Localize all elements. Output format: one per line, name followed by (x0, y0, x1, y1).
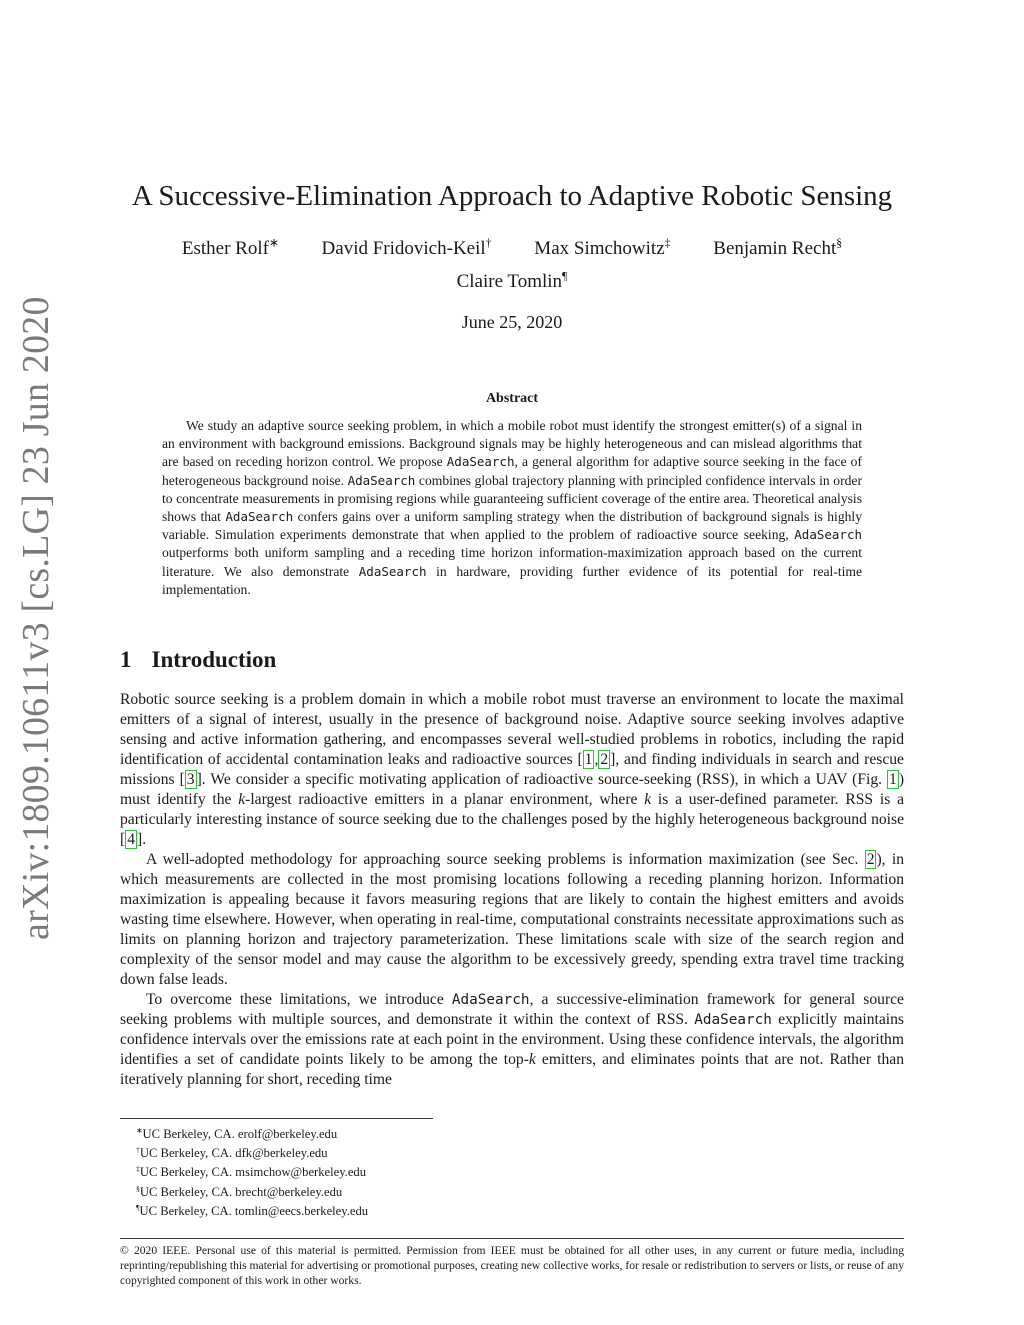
abstract-body: We study an adaptive source seeking problem, in which a mobile robot must identify the strongest emitter(s) of a signal in an environment with background emissions. Background signals may be highly heterogeneous and can mislead algorithms that are based on receding horizon control. We propose AdaSearch, a general algorithm for adaptive source seeking in the face of heterogeneous background noise. AdaSearch combines global trajectory planning with principled confidence intervals in order to concentrate measurements in promising regions while guaranteeing sufficient coverage of the entire area. Theoretical analysis shows that AdaSearch confers gains over a uniform sampling strategy when the distribution of background signals is highly variable. Simulation experiments demonstrate that when applied to the problem of radioactive source seeking, AdaSearch outperforms both uniform sampling and a receding time horizon information-maximization approach based on the current literature. We also demonstrate AdaSearch in hardware, providing further evidence of its potential for real-time implementation. (162, 418, 863, 597)
footnote: §UC Berkeley, CA. brecht@berkeley.edu (136, 1183, 343, 1199)
footnote: ‡UC Berkeley, CA. msimchow@berkeley.edu (136, 1164, 367, 1180)
paragraph: A well-adopted methodology for approaching source seeking problems is information maximization (see Sec. 2 ), in which measurements are collected in the most promising locations following a receding planning horizon. Information maximization is appealing because it favors measuring regions that are likely to contain the highest emitters and avoids wasting time elsewhere. However, when operating in real-time, computational constraints necessitate approximations such as limits on planning horizon and trajectory parameterization. These limitations scale with size of the search region and complexity of the sensor model and may cause the algorithm to be excessively greedy, spending extra travel time tracking down false leads. (120, 851, 904, 988)
footnote-divider (120, 1118, 433, 1119)
author: Claire Tomlin¶ (456, 270, 568, 293)
introduction-body (120, 690, 904, 1090)
section-link[interactable]: 2 (866, 851, 875, 868)
author-list-row-2 (0, 270, 1024, 293)
paragraph: To overcome these limitations, we introduce AdaSearch, a successive-elimination framework for general source seeking problems with multiple sources, and demonstrate it within the context of RSS. AdaSearch explicitly maintains confidence intervals over the emissions rate at each point in the environment. Using these confidence intervals, the algorithm identifies a set of candidate points likely to be among the top-k emitters, and eliminates points that are not. Rather than iteratively planning for short, receding time (120, 991, 904, 1088)
citation-link[interactable]: 3 (186, 771, 195, 788)
footnote: ¶UC Berkeley, CA. tomlin@eecs.berkeley.edu (136, 1202, 369, 1218)
author: Benjamin Recht§ (713, 237, 843, 260)
footnote: †UC Berkeley, CA. dfk@berkeley.edu (136, 1145, 328, 1161)
author: Esther Rolf∗ (181, 237, 279, 260)
author: David Fridovich-Keil† (321, 237, 492, 260)
footnotes (120, 1123, 368, 1219)
paragraph: Robotic source seeking is a problem domain in which a mobile robot must traverse an environment to locate the maximal emitters of a signal of interest, usually in the presence of background noise. Adaptive source seeking involves adaptive sensing and active information gathering, and encompasses several well-studied problems in robotics, including the rapid identification of accidental contamination leaks and radioactive sources [ 1 , 2 ], and finding individuals in search and rescue missions [ 3 ]. We consider a specific motivating application of radioactive source-seeking (RSS), in which a UAV (Fig. 1 ) must identify the k-largest radioactive emitters in a planar environment, where k is a user-defined parameter. RSS is a particularly interesting instance of source seeking due to the challenges posed by the highly heterogeneous background noise [ 4 ]. (120, 691, 905, 848)
section-heading: 1 Introduction (120, 647, 277, 672)
publication-date: June 25, 2020 (461, 312, 563, 332)
author-list (0, 236, 1024, 260)
footnote: ∗UC Berkeley, CA. erolf@berkeley.edu (136, 1126, 338, 1142)
abstract-heading: Abstract (485, 391, 539, 406)
author: Max Simchowitz‡ (534, 237, 671, 260)
copyright-divider (120, 1238, 904, 1239)
citation-link[interactable]: 1 (584, 751, 593, 768)
citation-link[interactable]: 2 (600, 751, 609, 768)
paper-title: A Successive-Elimination Approach to Adaptive Robotic Sensing (131, 180, 893, 212)
figure-link[interactable]: 1 (889, 771, 897, 788)
citation-link[interactable]: 4 (127, 831, 135, 848)
arxiv-identifier: arXiv:1809.10611v3 [cs.LG] 23 Jun 2020 (15, 296, 57, 940)
copyright-notice: © 2020 IEEE. Personal use of this material is permitted. Permission from IEEE must be obtained for all other uses, in any current or future media, including reprinting/republishing this material for advertising or promotional purposes, creating new collective works, for resale or redistribution to servers or lists, or reuse of any copyrighted component of this work in other works. (120, 1244, 904, 1287)
